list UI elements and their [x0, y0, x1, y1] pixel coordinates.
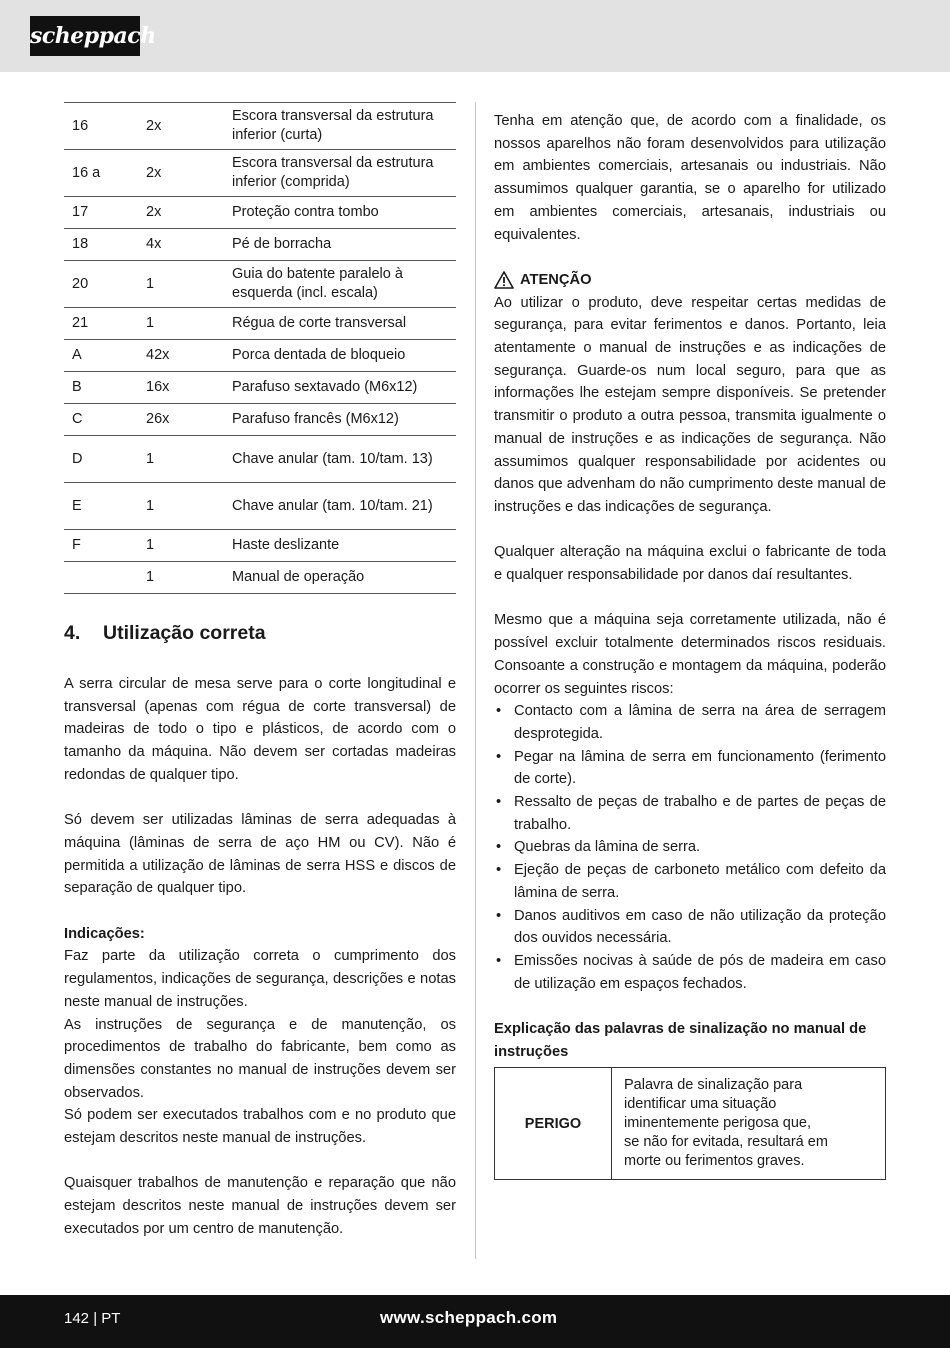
part-description: Chave anular (tam. 10/tam. 13) — [232, 450, 433, 467]
signal-word: PERIGO — [495, 1068, 612, 1180]
parts-table-row — [64, 404, 456, 436]
signal-words-heading: Explicação das palavras de sinalização no manual de instruções — [494, 1021, 867, 1060]
left-column — [64, 102, 456, 1241]
part-quantity: 2x — [146, 164, 162, 181]
part-description: Chave anular (tam. 10/tam. 21) — [232, 497, 433, 514]
part-quantity: 2x — [146, 117, 162, 134]
parts-table-row — [64, 372, 456, 404]
signal-desc-line: morte ou ferimentos graves. — [624, 1153, 805, 1170]
parts-table-row — [64, 562, 456, 594]
signal-word-table — [494, 1067, 886, 1180]
parts-table — [64, 102, 456, 594]
signal-desc-line: se não for evitada, resultará em — [624, 1134, 828, 1151]
part-description: Manual de operação — [232, 569, 365, 585]
service-center-paragraph: Quaisquer trabalhos de manutenção e reparação que não estejam descritos neste manual de instruções devem ser executados por um centro de manutenção. — [64, 1175, 456, 1237]
parts-table-row — [64, 229, 456, 261]
part-number: C — [72, 411, 83, 427]
part-description: Pé de borracha — [232, 236, 332, 252]
signal-word-description — [612, 1068, 886, 1180]
part-quantity: 42x — [146, 347, 170, 363]
part-quantity: 4x — [146, 236, 162, 252]
part-description: Escora transversal da estrutura inferior (curta) — [232, 108, 434, 143]
saw-blades-paragraph: Só devem ser utilizadas lâminas de serra adequadas à máquina (lâminas de serra de aço HM ou CV). Não é permitida a utilização de lâminas de serra HSS e discos de separação de qualquer tipo. — [64, 812, 456, 897]
part-description: Parafuso francês (M6x12) — [232, 411, 399, 427]
parts-table-row — [64, 340, 456, 372]
part-description: Haste deslizante — [232, 537, 340, 553]
signal-desc-line: iminentemente perigosa que, — [624, 1115, 812, 1132]
part-quantity: 1 — [146, 497, 155, 514]
parts-table-row — [64, 308, 456, 340]
parts-table-row — [64, 530, 456, 562]
risk-item: • Danos auditivos em caso de não utilização da proteção dos ouvidos necessária. — [494, 905, 886, 950]
risk-item: • Quebras da lâmina de serra. — [494, 836, 886, 859]
part-quantity: 1 — [146, 569, 155, 585]
risk-item: • Emissões nocivas à saúde de pós de madeira em caso de utilização em espaços fechados. — [494, 950, 886, 995]
part-number — [64, 562, 138, 594]
warning-heading — [494, 269, 886, 292]
warning-triangle-icon — [494, 271, 514, 289]
regulations-paragraph: Faz parte da utilização correta o cumprimento dos regulamentos, indicações de segurança, descrições e notas neste manual de instruções. — [64, 948, 456, 1010]
section-heading — [64, 622, 456, 645]
right-column — [494, 110, 886, 1180]
risk-item: • Contacto com a lâmina de serra na área de serragem desprotegida. — [494, 700, 886, 745]
part-number: F — [72, 537, 81, 553]
page-header — [0, 0, 950, 72]
part-number: 20 — [72, 275, 89, 292]
risk-item: • Pegar na lâmina de serra em funcionamento (ferimento de corte). — [494, 746, 886, 791]
parts-table-row — [64, 261, 456, 308]
part-description: Régua de corte transversal — [232, 315, 407, 331]
warning-heading-label: ATENÇÃO — [520, 271, 592, 288]
part-number: 16 — [72, 117, 89, 134]
parts-table-row — [64, 483, 456, 530]
safety-paragraph: Ao utilizar o produto, deve respeitar certas medidas de segurança, para evitar ferimentos e danos. Portanto, leia atentamente o manual de instruções e as indicações de segurança. Guarde-os num local seguro, para que as informações lhe estejam sempre disponíveis. Se pretender transmitir o produto a outra pessoa, transmita igualmente o manual de instruções e as indicações de segurança. Não assumimos qualquer responsabilidade por acidentes ou danos que advenham do não cumprimento deste manual de instruções e das indicações de segurança. — [494, 294, 886, 515]
page-footer — [0, 1295, 950, 1348]
risks-list — [494, 700, 886, 995]
modification-paragraph: Qualquer alteração na máquina exclui o fabricante de toda e qualquer responsabilidade por danos daí resultantes. — [494, 544, 886, 584]
part-number: 18 — [72, 236, 89, 252]
column-divider — [475, 102, 476, 1259]
part-number: D — [72, 450, 83, 467]
part-description: Proteção contra tombo — [232, 204, 379, 220]
part-description: Parafuso sextavado (M6x12) — [232, 379, 418, 395]
maintenance-paragraph: As instruções de segurança e de manutenção, os procedimentos de trabalho do fabricante, bem como as dimensões constantes no manual de instruções devem ser observados. — [64, 1016, 456, 1101]
section-title: Utilização correta — [103, 622, 266, 644]
residual-risks-paragraph: Mesmo que a máquina seja corretamente utilizada, não é possível excluir totalmente determinados riscos residuais. Consoante a construção e montagem da máquina, poderão ocorrer os seguintes riscos: — [494, 612, 886, 697]
described-work-paragraph: Só podem ser executados trabalhos com e no produto que estejam descritos neste manual de instruções. — [64, 1107, 456, 1147]
part-quantity: 1 — [146, 315, 155, 331]
page-number: 142 | PT — [64, 1310, 121, 1327]
part-quantity: 1 — [146, 537, 155, 553]
part-description: Guia do batente paralelo à esquerda (incl. escala) — [232, 266, 403, 301]
part-number: 16 a — [72, 164, 101, 181]
part-number: A — [72, 347, 82, 363]
part-quantity: 16x — [146, 379, 170, 395]
parts-table-row — [64, 103, 456, 150]
intended-use-paragraph: A serra circular de mesa serve para o corte longitudinal e transversal (apenas com régua de corte transversal) de madeiras de todo o tipo e plásticos, de acordo com o tamanho da máquina. Não devem ser cortadas madeiras redondas de qualquer tipo. — [64, 676, 456, 783]
part-description: Escora transversal da estrutura inferior (comprida) — [232, 155, 434, 190]
risk-item: • Ressalto de peças de trabalho e de partes de peças de trabalho. — [494, 791, 886, 836]
risk-item: • Ejeção de peças de carboneto metálico com defeito da lâmina de serra. — [494, 859, 886, 904]
parts-table-row — [64, 197, 456, 229]
part-quantity: 1 — [146, 450, 155, 467]
part-number: 17 — [72, 204, 89, 220]
commercial-use-paragraph: Tenha em atenção que, de acordo com a finalidade, os nossos aparelhos não foram desenvolvidos para utilização em ambientes comerciais, artesanais ou industriais. Não assumimos qualquer garantia, se o aparelho for utilizado em ambientes comerciais, artesanais, industriais ou equivalentes. — [494, 113, 886, 243]
part-number: 21 — [72, 315, 89, 331]
section-number: 4. — [64, 622, 81, 644]
signal-desc-line: identificar uma situação — [624, 1096, 777, 1113]
part-description: Porca dentada de bloqueio — [232, 347, 406, 363]
part-number: B — [72, 379, 82, 395]
parts-table-row — [64, 150, 456, 197]
part-quantity: 2x — [146, 204, 162, 220]
part-number: E — [72, 497, 82, 514]
parts-table-row — [64, 436, 456, 483]
signal-desc-line: Palavra de sinalização para — [624, 1077, 803, 1094]
website-link[interactable]: www.scheppach.com — [380, 1308, 558, 1327]
indicacoes-heading: Indicações: — [64, 925, 145, 942]
scheppach-logo: scheppach — [30, 16, 140, 56]
part-quantity: 1 — [146, 275, 155, 292]
part-quantity: 26x — [146, 411, 170, 427]
